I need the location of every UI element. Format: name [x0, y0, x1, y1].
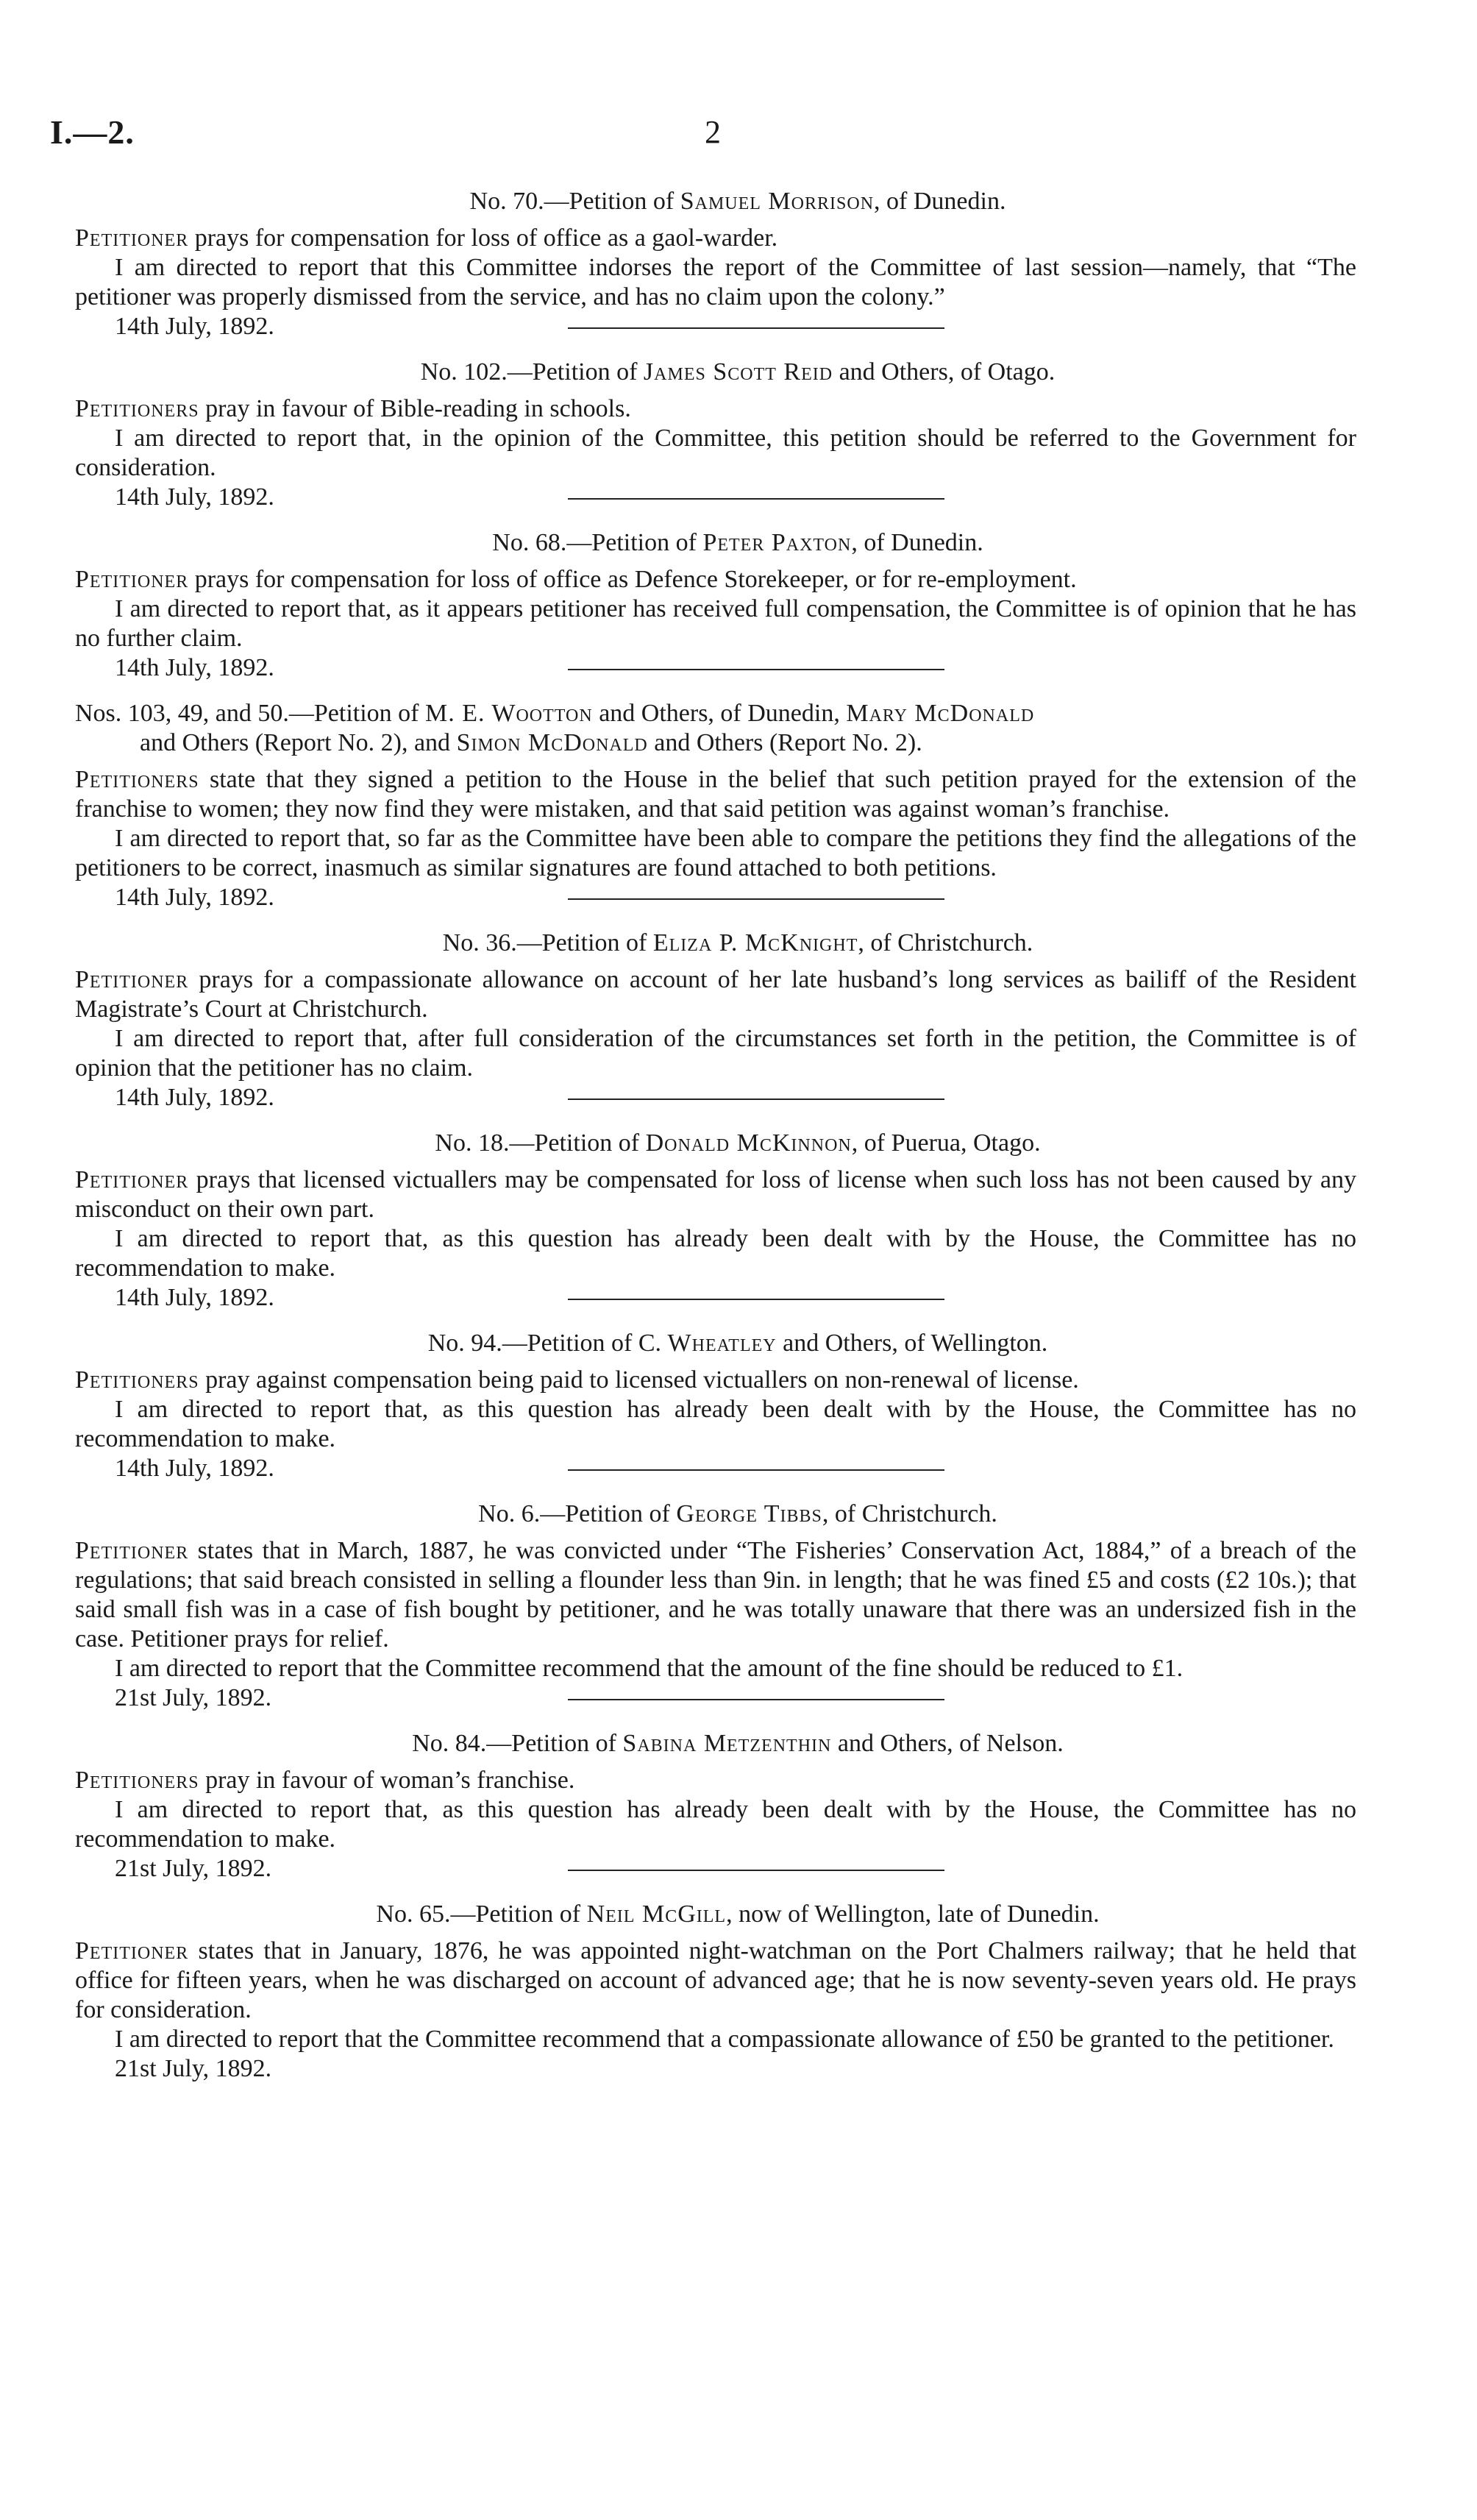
report-date: 14th July, 1892.: [115, 483, 1356, 512]
report-date: 14th July, 1892.: [115, 1454, 1356, 1483]
report-date: 21st July, 1892.: [115, 1683, 1356, 1713]
section-divider: [568, 1098, 944, 1100]
section-divider: [568, 1469, 944, 1471]
petitioner-name: Neil McGill: [586, 1900, 727, 1928]
petition-prayer: Petitioners pray in favour of Bible-reading in schools.: [75, 395, 631, 422]
section-divider: [568, 669, 944, 670]
petitioner-name: M. E. Wootton: [424, 700, 593, 727]
petitioner-name: Samuel Morrison: [680, 188, 875, 215]
petition-prayer: Petitioners pray against compensation being paid to licensed victuallers on non-renewal of license.: [75, 1366, 1079, 1394]
petition-title: No. 36.—Petition of Eliza P. McKnight, of Christchurch.: [442, 929, 1033, 956]
petitioner-name: Mary McDonald: [846, 700, 1035, 727]
petitioner-name: Wheatley: [667, 1330, 777, 1357]
petitioner-name: Donald McKinnon: [645, 1129, 852, 1157]
petitioner-name: Eliza P. McKnight: [652, 929, 858, 956]
petition-entry: [75, 1729, 1356, 1884]
petition-title: No. 84.—Petition of Sabina Metzenthin and Others, of Nelson.: [412, 1730, 1064, 1757]
petition-prayer: Petitioner prays for compensation for loss of office as a gaol-warder.: [75, 224, 778, 252]
petition-entry: [75, 929, 1356, 1112]
petitioner-name: George Tibbs: [676, 1500, 822, 1527]
petitions-list: [75, 187, 1356, 2084]
committee-report: I am directed to report that, as this question has already been dealt with by the House, the Committee has no recommendation to make.: [75, 1396, 1356, 1452]
report-date: 21st July, 1892.: [115, 1854, 1356, 1884]
petitioner-name: Sabina Metzenthin: [622, 1730, 832, 1757]
petition-prayer: Petitioner states that in March, 1887, he was convicted under “The Fisheries’ Conservation Act, 1884,” of a breach of the regulations; that said breach consisted in selling a flounder less than 9in. in length; that he was fined £5 and costs (£2 10s.); that said small fish was in a case of fish bought by petitioner, and he was totally unaware that there was an undersized fish in the case. Petitioner prays for relief.: [75, 1537, 1356, 1653]
petition-entry: [75, 528, 1356, 683]
petition-entry: [75, 1129, 1356, 1313]
committee-report: I am directed to report that, as this question has already been dealt with by the House, the Committee has no recommendation to make.: [75, 1225, 1356, 1282]
committee-report: I am directed to report that the Committee recommend that a compassionate allowance of £50 be granted to the petitioner.: [115, 2026, 1334, 2053]
petition-prayer: Petitioner states that in January, 1876, he was appointed night-watchman on the Port Chalmers railway; that he held that office for fifteen years, when he was discharged on account of advanced age; that he is now seventy-seven years old. He prays for consideration.: [75, 1937, 1356, 2023]
page-number: 2: [705, 114, 721, 150]
petition-entry: [75, 1329, 1356, 1483]
petition-prayer: Petitioners state that they signed a petition to the House in the belief that such petition prayed for the extension of the franchise to women; they now find they were mistaken, and that said petition was against woman’s franchise.: [75, 766, 1356, 823]
petition-prayer: Petitioner prays for compensation for loss of office as Defence Storekeeper, or for re-employment.: [75, 566, 1077, 593]
report-date: 21st July, 1892.: [115, 2055, 272, 2082]
petition-title: No. 6.—Petition of George Tibbs, of Christchurch.: [478, 1500, 997, 1527]
parliamentary-paper-reference: I.—2.: [50, 113, 135, 151]
petitioner-name: James Scott Reid: [643, 358, 833, 386]
report-date: 14th July, 1892.: [115, 1083, 1356, 1112]
section-divider: [568, 1299, 944, 1300]
petition-title: No. 70.—Petition of Samuel Morrison, of Dunedin.: [469, 188, 1006, 215]
petition-title: No. 102.—Petition of James Scott Reid and Others, of Otago.: [420, 358, 1056, 386]
committee-report: I am directed to report that, so far as the Committee have been able to compare the petitions they find the allegations of the petitioners to be correct, inasmuch as similar signatures are found attached to both petitions.: [75, 825, 1356, 881]
committee-report: I am directed to report that, as it appears petitioner has received full compensation, the Committee is of opinion that he has no further claim.: [75, 595, 1356, 652]
committee-report: I am directed to report that, as this question has already been dealt with by the House, the Committee has no recommendation to make.: [75, 1796, 1356, 1853]
petitioner-name: Simon McDonald: [456, 729, 648, 756]
petition-prayer: Petitioner prays that licensed victuallers may be compensated for loss of license when such loss has not been caused by any misconduct on their own part.: [75, 1166, 1356, 1223]
petition-prayer: Petitioner prays for a compassionate allowance on account of her late husband’s long services as bailiff of the Resident Magistrate’s Court at Christchurch.: [75, 966, 1356, 1023]
section-divider: [568, 498, 944, 500]
petition-entry: [75, 1499, 1356, 1713]
petition-entry: [75, 187, 1356, 341]
section-divider: [568, 327, 944, 329]
petition-title: No. 94.—Petition of C. Wheatley and Others, of Wellington.: [427, 1330, 1048, 1357]
section-divider: [568, 1870, 944, 1871]
petition-prayer: Petitioners pray in favour of woman’s franchise.: [75, 1767, 575, 1794]
committee-report: I am directed to report that, after full consideration of the circumstances set forth in the petition, the Committee is of opinion that the petitioner has no claim.: [75, 1025, 1356, 1082]
petition-title: No. 68.—Petition of Peter Paxton, of Dunedin.: [492, 529, 983, 556]
petition-entry: [75, 699, 1356, 912]
petitioner-name: Peter Paxton: [702, 529, 852, 556]
petition-title: No. 18.—Petition of Donald McKinnon, of Puerua, Otago.: [435, 1129, 1041, 1157]
report-date: 14th July, 1892.: [115, 883, 1356, 912]
committee-report: I am directed to report that this Committee indorses the report of the Committee of last session—namely, that “The petitioner was properly dismissed from the service, and has no claim upon the colony.”: [75, 254, 1356, 310]
section-divider: [568, 1699, 944, 1700]
committee-report: I am directed to report that, in the opinion of the Committee, this petition should be referred to the Government for consideration.: [75, 425, 1356, 481]
petition-title: Nos. 103, 49, and 50.—Petition of M. E. Wootton and Others, of Dunedin, Mary McDonald and Others (Report No. 2), and Simon McDonald and Others (Report No. 2).: [75, 700, 1035, 756]
petition-title: No. 65.—Petition of Neil McGill, now of Wellington, late of Dunedin.: [376, 1900, 1100, 1928]
report-date: 14th July, 1892.: [115, 653, 1356, 683]
committee-report: I am directed to report that the Committee recommend that the amount of the fine should be reduced to £1.: [115, 1655, 1184, 1682]
section-divider: [568, 898, 944, 900]
report-date: 14th July, 1892.: [115, 1283, 1356, 1313]
petition-entry: [75, 1900, 1356, 2084]
report-date: 14th July, 1892.: [115, 312, 1356, 341]
petition-entry: [75, 358, 1356, 512]
